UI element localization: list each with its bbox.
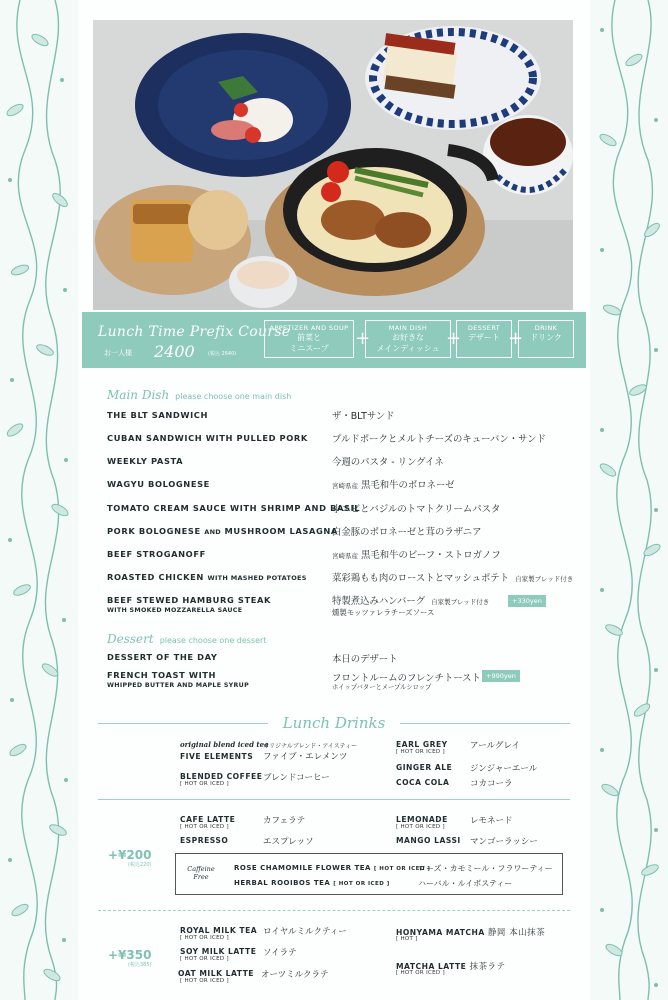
drink-jp: ブレンドコーヒー bbox=[263, 773, 330, 783]
prefecture: 宮崎県産 bbox=[332, 552, 358, 560]
drink-hint: [ HOT OR ICED ] bbox=[333, 881, 390, 887]
drink-en: ROSE CHAMOMILE FLOWER TEA bbox=[234, 864, 371, 872]
price-label: お一人様 bbox=[104, 349, 132, 357]
drink-en: HONYAMA MATCHA bbox=[396, 928, 485, 937]
menu-item-en-small: WITH MASHED POTATOES bbox=[207, 574, 307, 582]
menu-item-en: BEEF STROGANOFF bbox=[107, 549, 206, 559]
course-drink bbox=[518, 320, 574, 358]
menu-item-jp-row bbox=[332, 570, 573, 584]
menu-item-en: TOMATO CREAM SAUCE WITH SHRIMP AND BASIL bbox=[107, 503, 361, 513]
dessert-title: Dessert bbox=[107, 632, 154, 646]
drink-en: HERBAL ROOIBOS TEA bbox=[234, 879, 331, 887]
drink-script: original blend iced tea bbox=[180, 740, 269, 749]
course-jp: 前菜と bbox=[297, 333, 321, 342]
main-dish-heading bbox=[107, 388, 291, 402]
menu-item-en: FRENCH TOAST WITH bbox=[107, 670, 217, 680]
price-350: +¥350 bbox=[108, 948, 152, 962]
surcharge-badge: +330yen bbox=[508, 595, 546, 607]
menu-item-jp: 菜彩鶏もも肉のローストとマッシュポテト bbox=[332, 573, 510, 584]
menu-item-en: BEEF STEWED HAMBURG STEAK bbox=[107, 595, 272, 605]
menu-item-jp-row bbox=[332, 593, 489, 607]
drink-en: BLENDED COFFEE bbox=[180, 772, 263, 781]
surcharge-badge: +990yen bbox=[482, 670, 520, 682]
price-350-tax: (税込385) bbox=[128, 962, 152, 968]
drink-jp: 静岡 本山抹茶 bbox=[487, 928, 546, 938]
drink-hint: [ HOT OR ICED ] bbox=[373, 866, 431, 872]
drink-jp: ロイヤルミルクティー bbox=[263, 927, 347, 937]
lunch-drinks-title: Lunch Drinks bbox=[282, 714, 386, 732]
drink-en: CAFE LATTE bbox=[180, 815, 236, 824]
menu-item-en: THE BLT SANDWICH bbox=[107, 410, 209, 420]
drink-en: MANGO LASSI bbox=[396, 836, 461, 845]
drink-en-row bbox=[396, 926, 545, 938]
menu-item-jp: 黒毛和牛のビーフ・ストロガノフ bbox=[360, 550, 501, 561]
prefix-course-banner bbox=[82, 312, 586, 368]
course-en: DRINK bbox=[534, 324, 558, 332]
drink-en: SOY MILK LATTE bbox=[180, 947, 257, 956]
drink-sub: [ HOT OR ICED ] bbox=[180, 781, 229, 787]
drink-sub: [ HOT OR ICED ] bbox=[180, 978, 229, 984]
drink-sub: [ HOT ] bbox=[396, 936, 418, 942]
menu-item-jp: 小エビとバジルのトマトクリームパスタ bbox=[332, 504, 501, 515]
plus-icon: + bbox=[446, 328, 462, 349]
drink-sub: [ HOT OR ICED ] bbox=[396, 970, 445, 976]
course-jp: デザート bbox=[468, 333, 500, 342]
menu-item-jp: 本日のデザート bbox=[332, 654, 398, 665]
course-jp: ミニスープ bbox=[289, 344, 329, 353]
drink-en-row bbox=[234, 879, 390, 887]
drink-jp: マンゴーラッシー bbox=[470, 837, 538, 847]
drink-jp: レモネード bbox=[470, 816, 513, 826]
price-200: +¥200 bbox=[108, 848, 152, 862]
drink-jp: オーツミルクラテ bbox=[261, 970, 329, 980]
menu-item-en: WEEKLY PASTA bbox=[107, 456, 184, 466]
price-tag-200 bbox=[108, 848, 151, 868]
course-price-tax: (税込 2640) bbox=[208, 351, 237, 357]
menu-item-jp: 今週のパスタ - リングイネ bbox=[332, 457, 444, 468]
menu-item-en: DESSERT OF THE DAY bbox=[107, 652, 218, 662]
dessert-sub: please choose one dessert bbox=[159, 636, 267, 645]
menu-item-jp: ザ・BLTサンド bbox=[332, 411, 395, 422]
drink-en: FIVE ELEMENTS bbox=[180, 752, 254, 761]
menu-item-jp: 特製煮込みハンバーグ bbox=[332, 596, 426, 607]
menu-item-en-row bbox=[107, 572, 307, 582]
divider-dashed bbox=[98, 910, 570, 911]
price-tag-350 bbox=[108, 948, 151, 968]
floral-border-left bbox=[0, 0, 78, 1000]
caffeine-free-label: Caffeine Free bbox=[187, 865, 215, 881]
drink-sub: [ HOT OR ICED ] bbox=[180, 935, 229, 941]
drink-jp-small: オリジナルブレンド・アイスティー bbox=[263, 743, 358, 750]
menu-item-en-small: AND bbox=[204, 528, 222, 536]
plus-icon: + bbox=[355, 328, 371, 349]
course-dessert bbox=[456, 320, 512, 358]
menu-item-jp: フロントルームのフレンチトースト bbox=[332, 673, 481, 684]
course-en: MAIN DISH bbox=[388, 324, 428, 332]
drink-en: COCA COLA bbox=[396, 778, 450, 787]
main-dish-title: Main Dish bbox=[107, 388, 170, 402]
drink-jp: エスプレッソ bbox=[263, 837, 314, 847]
price-200-tax: (税込220) bbox=[128, 862, 152, 868]
dessert-heading bbox=[107, 632, 266, 646]
menu-item-en: ROASTED CHICKEN bbox=[107, 572, 204, 582]
drink-jp: ローズ・カモミール・フラワーティー bbox=[418, 864, 553, 873]
menu-item-en-row bbox=[107, 526, 338, 536]
drink-sub: [ HOT OR ICED ] bbox=[396, 824, 445, 830]
drink-en: ROYAL MILK TEA bbox=[180, 926, 258, 935]
divider bbox=[98, 799, 570, 800]
floral-border-right bbox=[590, 0, 668, 1000]
drink-jp: ハーバル・ルイボスティー bbox=[418, 879, 513, 888]
menu-item-jp: プルドポークとメルトチーズのキューバン・サンド bbox=[332, 434, 546, 445]
drink-jp: ジンジャーエール bbox=[470, 764, 538, 774]
menu-item-note: 自家製ブレッド付き bbox=[431, 598, 490, 606]
drink-sub: [ HOT OR ICED ] bbox=[396, 749, 445, 755]
menu-item-en-tail: MUSHROOM LASAGNA bbox=[224, 526, 338, 536]
menu-item-jp-row bbox=[332, 477, 455, 491]
course-en: DESSERT bbox=[467, 324, 501, 332]
menu-item-en-sub: WITH SMOKED MOZZARELLA SAUCE bbox=[107, 607, 243, 614]
menu-item-en: WAGYU BOLOGNESE bbox=[107, 479, 210, 489]
drink-jp: カフェラテ bbox=[263, 816, 306, 826]
menu-item-jp-sub: ホイップバターとメープルシロップ bbox=[332, 684, 432, 691]
menu-item-en-sub: WHIPPED BUTTER AND MAPLE SYRUP bbox=[107, 682, 249, 689]
course-jp: お好きな bbox=[392, 333, 424, 342]
drink-jp: コカコーラ bbox=[470, 779, 513, 789]
menu-item-jp: 黒毛和牛のボロネーゼ bbox=[360, 480, 455, 491]
drink-en: ESPRESSO bbox=[180, 836, 229, 845]
menu-item-jp: 白金豚のボロネーゼと茸のラザニア bbox=[332, 527, 482, 538]
drink-en: EARL GREY bbox=[396, 740, 448, 749]
drink-sub: [ HOT OR ICED ] bbox=[180, 956, 229, 962]
drink-jp: アールグレイ bbox=[470, 741, 520, 751]
menu-item-jp-sub: 燻製モッツァレラチーズソース bbox=[332, 608, 435, 617]
food-photo bbox=[93, 20, 573, 310]
plus-icon: + bbox=[508, 328, 524, 349]
main-dish-sub: please choose one main dish bbox=[175, 392, 292, 401]
course-jp: ドリンク bbox=[530, 333, 562, 342]
drink-jp: ファイブ・エレメンツ bbox=[263, 752, 348, 762]
drink-en: OAT MILK LATTE bbox=[178, 969, 254, 978]
drink-sub: [ HOT OR ICED ] bbox=[180, 824, 229, 830]
menu-item-en: CUBAN SANDWICH WITH PULLED PORK bbox=[107, 433, 308, 443]
drink-en: MATCHA LATTE bbox=[396, 962, 467, 971]
drink-en: GINGER ALE bbox=[396, 763, 453, 772]
course-en: APPETIZER AND SOUP bbox=[269, 324, 349, 332]
drink-en-row bbox=[234, 864, 430, 872]
menu-item-en: PORK BOLOGNESE bbox=[107, 526, 201, 536]
course-main bbox=[365, 320, 451, 358]
course-price: 2400 bbox=[154, 342, 195, 361]
menu-item-jp-row bbox=[332, 547, 501, 561]
menu-item-note: 自家製ブレッド付き bbox=[515, 575, 574, 583]
course-jp: メインディッシュ bbox=[376, 344, 440, 353]
drink-jp: 抹茶ラテ bbox=[469, 962, 506, 972]
banner-title: Lunch Time Prefix Course bbox=[98, 324, 291, 340]
course-appetizer bbox=[264, 320, 354, 358]
prefecture: 宮崎県産 bbox=[332, 482, 358, 490]
drink-en: LEMONADE bbox=[396, 815, 448, 824]
drink-jp: ソイラテ bbox=[263, 948, 297, 958]
